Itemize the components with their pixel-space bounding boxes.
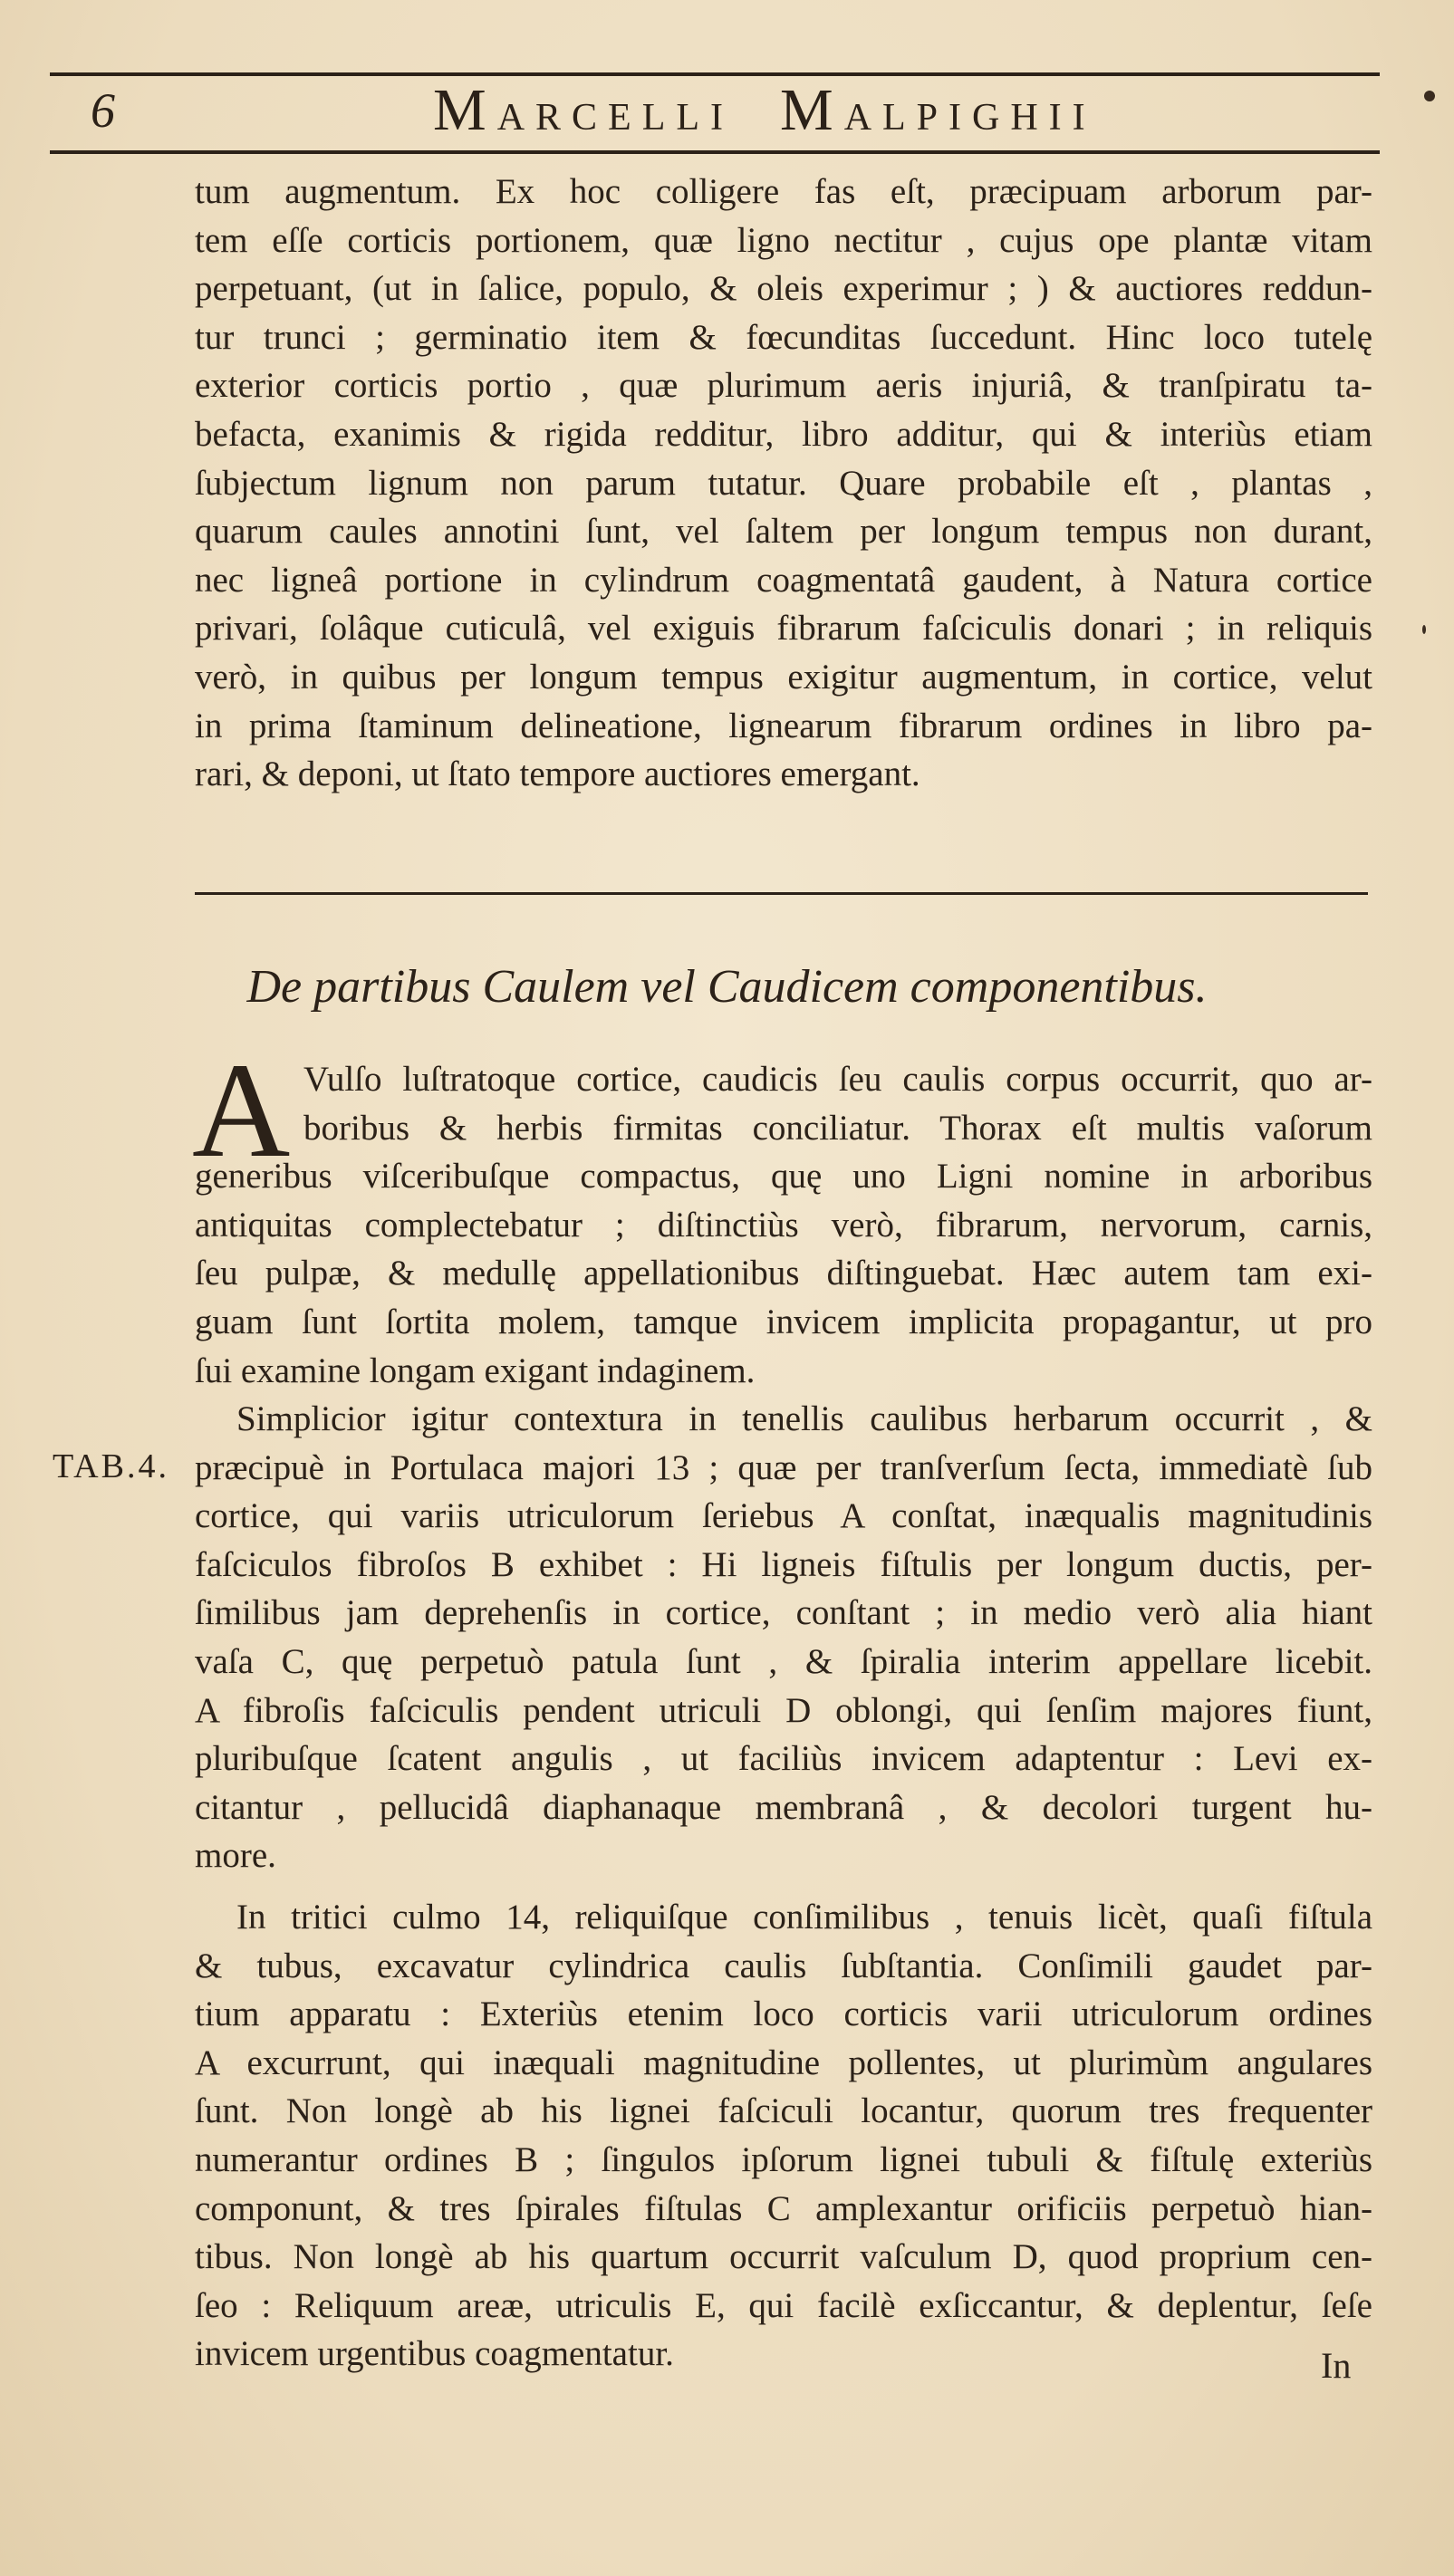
text-line: cortice, qui variis utriculorum ſeriebus A conſtat, inæqualis magnitudinis (195, 1496, 1372, 1536)
text-line: ſimilibus jam deprehenſis in cortice, conſtant ; in medio verò alia hiant (195, 1593, 1372, 1633)
text-line: boribus & herbis firmitas conciliatur. Thorax eſt multis vaſorum (303, 1108, 1372, 1148)
text-line: quarum caules annotini ſunt, vel ſaltem per longum tempus non durant, (195, 512, 1372, 552)
text-line: exterior corticis portio , quæ plurimum aeris injuriâ, & tranſpiratu ta- (195, 366, 1372, 406)
running-head-initial-1: M (433, 77, 497, 143)
paragraph-1 (195, 168, 1372, 799)
running-head-initial-2: M (780, 77, 844, 143)
running-head-rest-2: ALPIGHII (843, 97, 1096, 139)
text-line: tibus. Non longè ab his quartum occurrit vaſculum D, quod proprium cen- (195, 2237, 1372, 2277)
text-line: componunt, & tres ſpirales fiſtulas C amplexantur orificiis perpetuò hian- (195, 2188, 1372, 2228)
text-line: numerantur ordines B ; ſingulos ipſorum lignei tubuli & fiſtulę exteriùs (195, 2139, 1372, 2179)
text-line: pluribuſque ſcatent angulis , ut faciliùs invicem adaptentur : Levi ex- (195, 1739, 1372, 1779)
text-line: præcipuè in Portulaca majori 13 ; quæ per tranſverſum ſecta, immediatè ſub (195, 1447, 1372, 1487)
text-line: ſeo : Reliquum areæ, utriculis E, qui facilè exſiccantur, & deplentur, ſeſe (195, 2285, 1372, 2325)
text-line: antiquitas complectebatur ; diſtinctiùs verò, fibrarum, nervorum, carnis, (195, 1205, 1372, 1245)
text-line: A excurrunt, qui inæquali magnitudine pollentes, ut plurimùm angulares (195, 2043, 1372, 2082)
text-line: ſunt. Non longè ab his lignei faſciculi locantur, quorum tres frequenter (195, 2091, 1372, 2131)
paragraph-2 (195, 1055, 1372, 1395)
running-head (433, 77, 1096, 145)
text-line: in prima ſtaminum delineatione, lignearum fibrarum ordines in libro pa- (195, 706, 1372, 745)
paper-speck (1422, 625, 1426, 634)
text-line: rari, & deponi, ut ſtato tempore auctiores emergant. (195, 755, 920, 794)
text-line: vaſa C, quę perpetuò patula ſunt , & ſpiralia interim appellare licebit. (195, 1641, 1372, 1681)
paragraph-4 (195, 1893, 1372, 2379)
text-line: more. (195, 1836, 276, 1876)
section-title: De partibus Caulem vel Caudicem componentibus. (246, 961, 1208, 1013)
catchword: In (1321, 2345, 1352, 2386)
text-line: In tritici culmo 14, reliquiſque conſimilibus , tenuis licèt, quaſi fiſtula (236, 1898, 1372, 1937)
text-line: tum augmentum. Ex hoc colligere fas eſt, præcipuam arborum par- (195, 172, 1372, 211)
text-line: generibus viſceribuſque compactus, quę uno Ligni nomine in arboribus (195, 1157, 1372, 1197)
text-line: befacta, exanimis & rigida redditur, libro additur, qui & interiùs etiam (195, 414, 1372, 454)
text-line: ſubjectum lignum non parum tutatur. Quare probabile eſt , plantas , (195, 463, 1372, 503)
header-top-rule (50, 72, 1380, 76)
header-bottom-rule (50, 150, 1380, 154)
margin-note-plate-reference: TAB.4. (53, 1447, 169, 1485)
text-line: tium apparatu : Exteriùs etenim loco corticis varii utriculorum ordines (195, 1994, 1372, 2034)
text-line: ſeu pulpæ, & medullę appellationibus diſtinguebat. Hæc autem tam exi- (195, 1254, 1372, 1293)
paragraph-3 (195, 1395, 1372, 1880)
text-line: verò, in quibus per longum tempus exigitur augmentum, in cortice, velut (195, 657, 1372, 697)
text-line: ſui examine longam exigant indaginem. (195, 1350, 756, 1390)
text-line: tur trunci ; germinatio item & fœcunditas ſuccedunt. Hinc loco tutelę (195, 317, 1372, 357)
text-line: Vulſo luſtratoque cortice, caudicis ſeu caulis corpus occurrit, quo ar- (303, 1060, 1372, 1099)
page-number: 6 (91, 83, 117, 138)
text-line: privari, ſolâque cuticulâ, vel exiguis fibrarum faſciculis donari ; in reliquis (195, 609, 1372, 649)
text-line: tem eſſe corticis portionem, quæ ligno nectitur , cujus ope plantæ vitam (195, 220, 1372, 260)
text-line: & tubus, excavatur cylindrica caulis ſubſtantia. Conſimili gaudet par- (195, 1946, 1372, 1985)
text-line: faſciculos fibroſos B exhibet : Hi ligneis fiſtulis per longum ductis, per- (195, 1544, 1372, 1584)
text-line: guam ſunt ſortita molem, tamque invicem implicita propagantur, ut pro (195, 1302, 1372, 1341)
text-line: citantur , pellucidâ diaphanaque membranâ , & decolori turgent hu- (195, 1787, 1372, 1827)
text-line: invicem urgentibus coagmentatur. (195, 2334, 674, 2374)
text-line: A fibroſis faſciculis pendent utriculi D oblongi, qui ſenſim majores fiunt, (195, 1690, 1372, 1730)
text-line: nec ligneâ portione in cylindrum coagmentatâ gaudent, à Natura cortice (195, 560, 1372, 600)
section-divider (195, 892, 1368, 895)
running-head-rest-1: ARCELLI (496, 97, 734, 139)
paper-speck (1424, 91, 1435, 101)
text-line: perpetuant, (ut in ſalice, populo, & oleis experimur ; ) & auctiores reddun- (195, 269, 1372, 309)
drop-cap: A (192, 1035, 291, 1186)
text-line: Simplicior igitur contextura in tenellis caulibus herbarum occurrit , & (236, 1399, 1372, 1438)
